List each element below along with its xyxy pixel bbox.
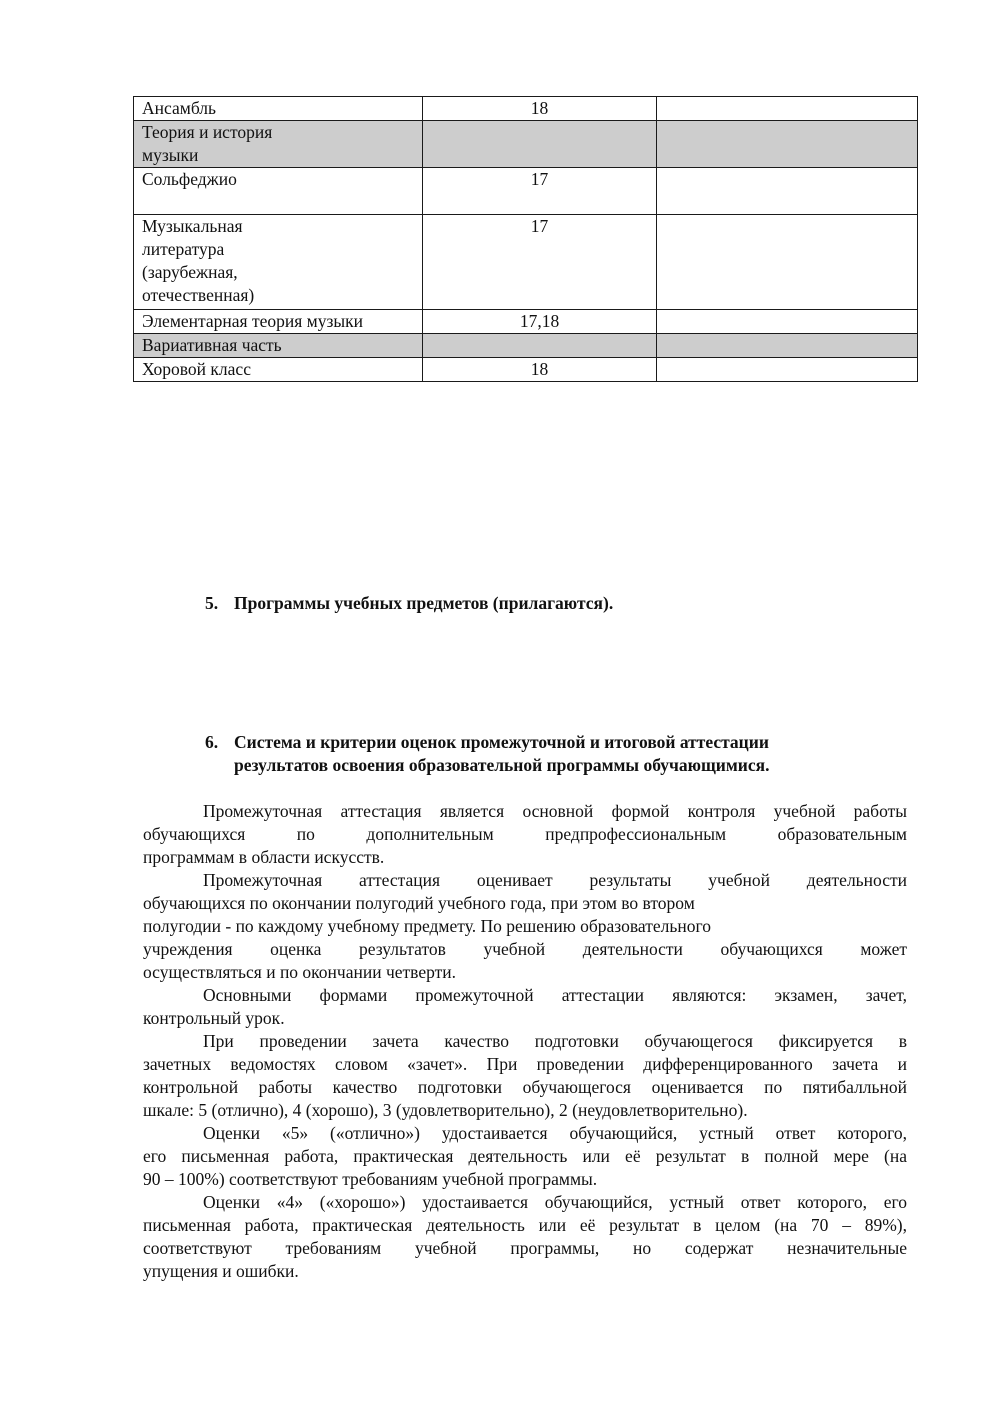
paragraph <box>143 1122 907 1191</box>
paragraph <box>143 1030 907 1122</box>
subject-cell <box>134 215 423 310</box>
note-cell <box>657 310 918 334</box>
note-cell <box>657 121 918 168</box>
grades-cell: 17 <box>423 168 657 215</box>
text-line: шкале: 5 (отлично), 4 (хорошо), 3 (удовлетворительно), 2 (неудовлетворительно). <box>143 1100 748 1120</box>
text-line: контрольной работы качество подготовки обучающегося оценивается по пятибалльной <box>143 1077 907 1097</box>
table-row-section-header <box>134 334 918 358</box>
note-cell <box>657 168 918 215</box>
paragraph <box>143 869 907 984</box>
subjects-table <box>133 96 918 382</box>
text-line: обучающихся по окончании полугодий учебного года, при этом во втором <box>143 893 695 913</box>
text-line: контрольный урок. <box>143 1008 285 1028</box>
text-line: программам в области искусств. <box>143 847 385 867</box>
subject-cell: Элементарная теория музыки <box>134 310 423 334</box>
table-row-section-header <box>134 121 918 168</box>
grades-cell: 18 <box>423 97 657 121</box>
subject-cell: Сольфеджио <box>134 168 423 215</box>
note-cell <box>657 215 918 310</box>
text-line: зачетных ведомостях словом «зачет». При проведении дифференцированного зачета и <box>143 1054 907 1074</box>
section-6-heading <box>205 731 905 777</box>
text-line: Основными формами промежуточной аттестации являются: экзамен, зачет, <box>203 985 907 1005</box>
text-line: Оценки «5» («отлично») удостаивается обучающийся, устный ответ которого, <box>203 1123 907 1143</box>
text-line: обучающихся по дополнительным предпрофессиональным образовательным <box>143 824 907 844</box>
subject-line: музыки <box>142 145 199 165</box>
subject-cell: Вариативная часть <box>134 334 423 358</box>
note-cell <box>657 97 918 121</box>
text-line: 90 – 100%) соответствуют требованиям учебной программы. <box>143 1169 598 1189</box>
grades-cell: 18 <box>423 358 657 382</box>
grades-cell <box>423 334 657 358</box>
subject-line: (зарубежная, <box>142 262 238 282</box>
subject-cell <box>134 121 423 168</box>
note-cell <box>657 358 918 382</box>
section-number: 6. <box>205 732 219 752</box>
table-row <box>134 168 918 215</box>
subject-line: Музыкальная <box>142 216 243 236</box>
note-cell <box>657 334 918 358</box>
text-line: соответствуют требованиям учебной программы, но содержат незначительные <box>143 1238 907 1258</box>
section-5-heading <box>205 592 613 615</box>
subject-line: литература <box>142 239 225 259</box>
grades-cell: 17 <box>423 215 657 310</box>
paragraph <box>143 1191 907 1283</box>
paragraph <box>143 984 907 1030</box>
text-line: осуществляться и по окончании четверти. <box>143 962 457 982</box>
section-number: 5. <box>205 593 219 613</box>
text-line: упущения и ошибки. <box>143 1261 299 1281</box>
grades-cell: 17,18 <box>423 310 657 334</box>
text-line: Оценки «4» («хорошо») удостаивается обучающийся, устный ответ которого, его <box>203 1192 907 1212</box>
text-line: полугодии - по каждому учебному предмету. По решению образовательного <box>143 916 711 936</box>
subject-cell: Хоровой класс <box>134 358 423 382</box>
section-title-line2: результатов освоения образовательной программы обучающимися. <box>234 755 770 775</box>
section-title-line1: Система и критерии оценок промежуточной и итоговой аттестации <box>234 732 769 752</box>
table-row <box>134 310 918 334</box>
section-6-body <box>143 800 907 1283</box>
subject-line: Теория и история <box>142 122 273 142</box>
text-line: Промежуточная аттестация является основной формой контроля учебной работы <box>203 801 907 821</box>
table-row <box>134 358 918 382</box>
text-line: учреждения оценка результатов учебной деятельности обучающихся может <box>143 939 907 959</box>
text-line: письменная работа, практическая деятельность или её результат в целом (на 70 – 89%), <box>143 1215 907 1235</box>
paragraph <box>143 800 907 869</box>
text-line: При проведении зачета качество подготовки обучающегося фиксируется в <box>203 1031 907 1051</box>
subject-cell: Ансамбль <box>134 97 423 121</box>
table-row <box>134 215 918 310</box>
subject-line: отечественная) <box>142 285 255 305</box>
grades-cell <box>423 121 657 168</box>
table-row <box>134 97 918 121</box>
section-title: Программы учебных предметов (прилагаются). <box>234 593 614 613</box>
text-line: его письменная работа, практическая деятельность или её результат в полной мере (на <box>143 1146 907 1166</box>
text-line: Промежуточная аттестация оценивает результаты учебной деятельности <box>203 870 907 890</box>
